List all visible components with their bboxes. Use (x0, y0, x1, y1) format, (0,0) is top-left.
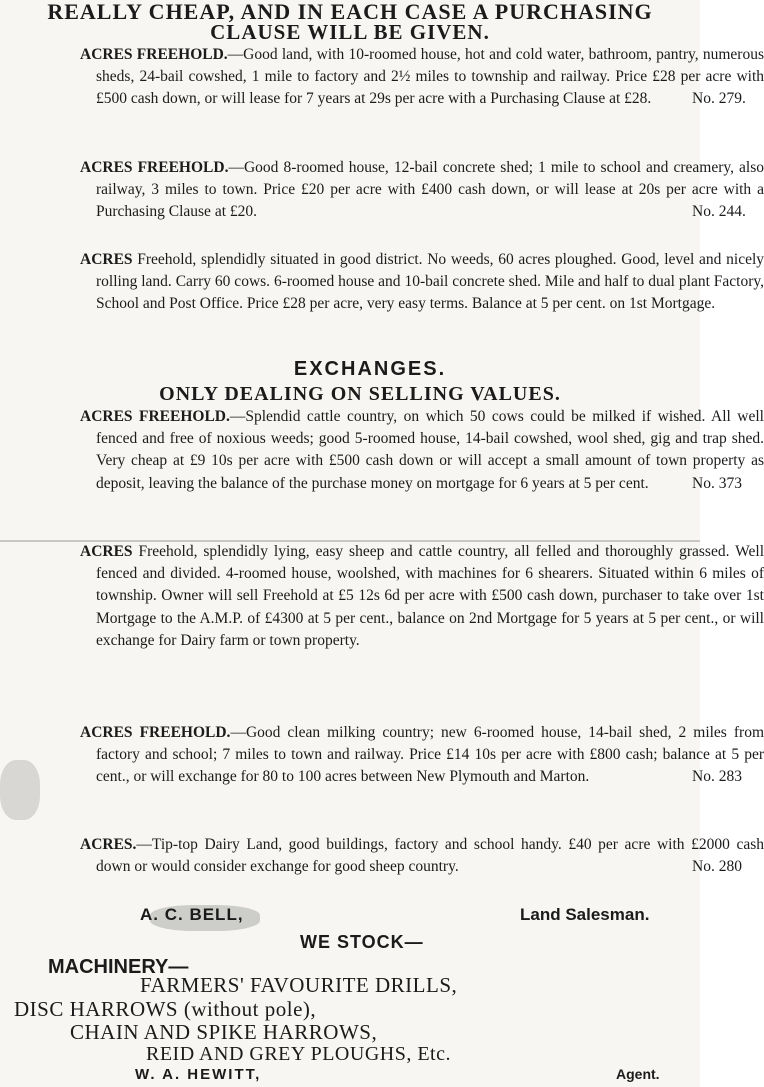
listing-acres (24, 406, 80, 428)
listing-acres (24, 722, 80, 744)
exchanges-heading: EXCHANGES. (293, 358, 447, 380)
listing-acres (24, 249, 80, 271)
listing-text: Freehold, splendidly lying, easy sheep and cattle country, all felled and thoroughly grassed. Well fenced and divided. 4-roomed house, woolshed, with machines for 6 shearers. Situated within 6 miles of township. Owner will sell Freehold at £5 12s 6d per acre with £500 cash down, purchaser to take over 1st Mortgage to the A.M.P. of £4300 at 5 per cent., balance on 2nd Mortgage for 5 years at 5 per cent., or will exchange for Dairy farm or town property. (96, 543, 764, 649)
listing-acres (24, 834, 80, 856)
listing-intro: ACRES FREEHOLD. (80, 159, 229, 176)
chain-harrows-line: CHAIN AND SPIKE HARROWS, (70, 1020, 378, 1044)
listing-150-acres (24, 249, 764, 316)
listing-intro: ACRES (80, 543, 133, 560)
listing-text: —Good clean milking country; new 6-roomed house, 14-bail shed, 2 miles from factory and school; 7 miles to town and railway. Price £14 10s per acre with £800 cash; balance at 5 per cent., or will exchange for 80 to 100 acres between New Plymouth and Marton. (96, 724, 764, 786)
machinery-heading: MACHINERY— (48, 956, 189, 978)
exchanges-subheading: ONLY DEALING ON SELLING VALUES. (159, 383, 561, 405)
listing-1300-acres (24, 541, 764, 652)
headline-line-2: CLAUSE WILL BE GIVEN. (210, 20, 490, 44)
listing-acres (24, 541, 80, 563)
hewitt-name: W. A. HEWITT, (135, 1066, 262, 1083)
listing-220-acres: ACRES FREEHOLD.—Good 8-roomed house, 12-bail concrete shed; 1 mile to school and creamery, also railway, 3 miles to town. Price £20 per acre with £400 cash down, or will lease at 20s per acre with a Purchasing Clause at £20. No. 244. (24, 157, 764, 224)
listing-intro: ACRES (80, 251, 133, 268)
listing-300-acres: ACRES.—Tip-top Dairy Land, good buildings, factory and school handy. £40 per acre with £2000 cash down or would consider exchange for good sheep country. No. 280 (24, 834, 764, 878)
we-stock-heading: WE STOCK— (300, 932, 424, 952)
agent-name: A. C. BELL, (140, 905, 244, 924)
listing-text: —Good 8-roomed house, 12-bail concrete shed; 1 mile to school and creamery, also railway, 3 miles to town. Price £20 per acre with £400 cash down, or will lease at 20s per acre with a Purchasing Clause at £20. (96, 159, 764, 221)
drills-line: FARMERS' FAVOURITE DRILLS, (140, 973, 458, 997)
headline-line-1: REALLY CHEAP, AND IN EACH CASE A PURCHASING (47, 0, 653, 24)
listing-text: —Good land, with 10-roomed house, hot and cold water, bathroom, pantry, numerous sheds, 24-bail cowshed, 1 mile to factory and 2½ miles to township and railway. Price £28 per acre with £500 cash down, or will lease for 7 years at 29s per acre with a Purchasing Clause at £28. (96, 46, 764, 108)
listing-acres (24, 44, 80, 66)
ink-smudge (0, 760, 40, 820)
listing-text: Freehold, splendidly situated in good district. No weeds, 60 acres ploughed. Good, level and nicely rolling land. Carry 60 cows. 6-roomed house and 10-bail concrete shed. Mile and half to dual plant Factory, School and Post Office. Price £28 per acre, very easy terms. Balance at 5 per cent. on 1st Mortgage. (96, 251, 764, 313)
ploughs-line: REID AND GREY PLOUGHS, Etc. (146, 1043, 451, 1065)
listing-acres (24, 157, 80, 179)
listing-260-acres: ACRES FREEHOLD.—Good clean milking country; new 6-roomed house, 14-bail shed, 2 miles from factory and school; 7 miles to town and railway. Price £14 10s per acre with £800 cash; balance at 5 per cent., or will exchange for 80 to 100 acres between New Plymouth and Marton. No. 283 (24, 722, 764, 789)
listing-230-acres: ACRES FREEHOLD.—Good land, with 10-roomed house, hot and cold water, bathroom, pantry, numerous sheds, 24-bail cowshed, 1 mile to factory and 2½ miles to township and railway. Price £28 per acre with £500 cash down, or will lease for 7 years at 29s per acre with a Purchasing Clause at £28. No. 279. (24, 44, 764, 111)
listing-intro: ACRES. (80, 836, 137, 853)
disc-harrows-line: DISC HARROWS (without pole), (14, 997, 317, 1021)
agent-label: Agent. (616, 1066, 660, 1082)
listing-text: —Tip-top Dairy Land, good buildings, factory and school handy. £40 per acre with £2000 cash down or would consider exchange for good sheep country. (96, 836, 764, 876)
listing-intro: ACRES FREEHOLD. (80, 724, 231, 741)
listing-intro: ACRES FREEHOLD. (80, 408, 230, 425)
land-salesman-label: Land Salesman. (520, 905, 650, 924)
listing-intro: ACRES FREEHOLD. (80, 46, 228, 63)
listing-text: —Splendid cattle country, on which 50 cows could be milked if wished. All well fenced and free of noxious weeds; good 5-roomed house, 14-bail cowshed, wool shed, gig and trap shed. Very cheap at £9 10s per acre with £500 cash down or will accept a small amount of town property as deposit, leaving the balance of the purchase money on mortgage for 6 years at 5 per cent. (96, 408, 764, 492)
listing-516-acres: ACRES FREEHOLD.—Splendid cattle country, on which 50 cows could be milked if wished. All well fenced and free of noxious weeds; good 5-roomed house, 14-bail cowshed, wool shed, gig and trap shed. Very cheap at £9 10s per acre with £500 cash down or will accept a small amount of town property as deposit, leaving the balance of the purchase money on mortgage for 6 years at 5 per cent. No. 373 (24, 406, 764, 495)
